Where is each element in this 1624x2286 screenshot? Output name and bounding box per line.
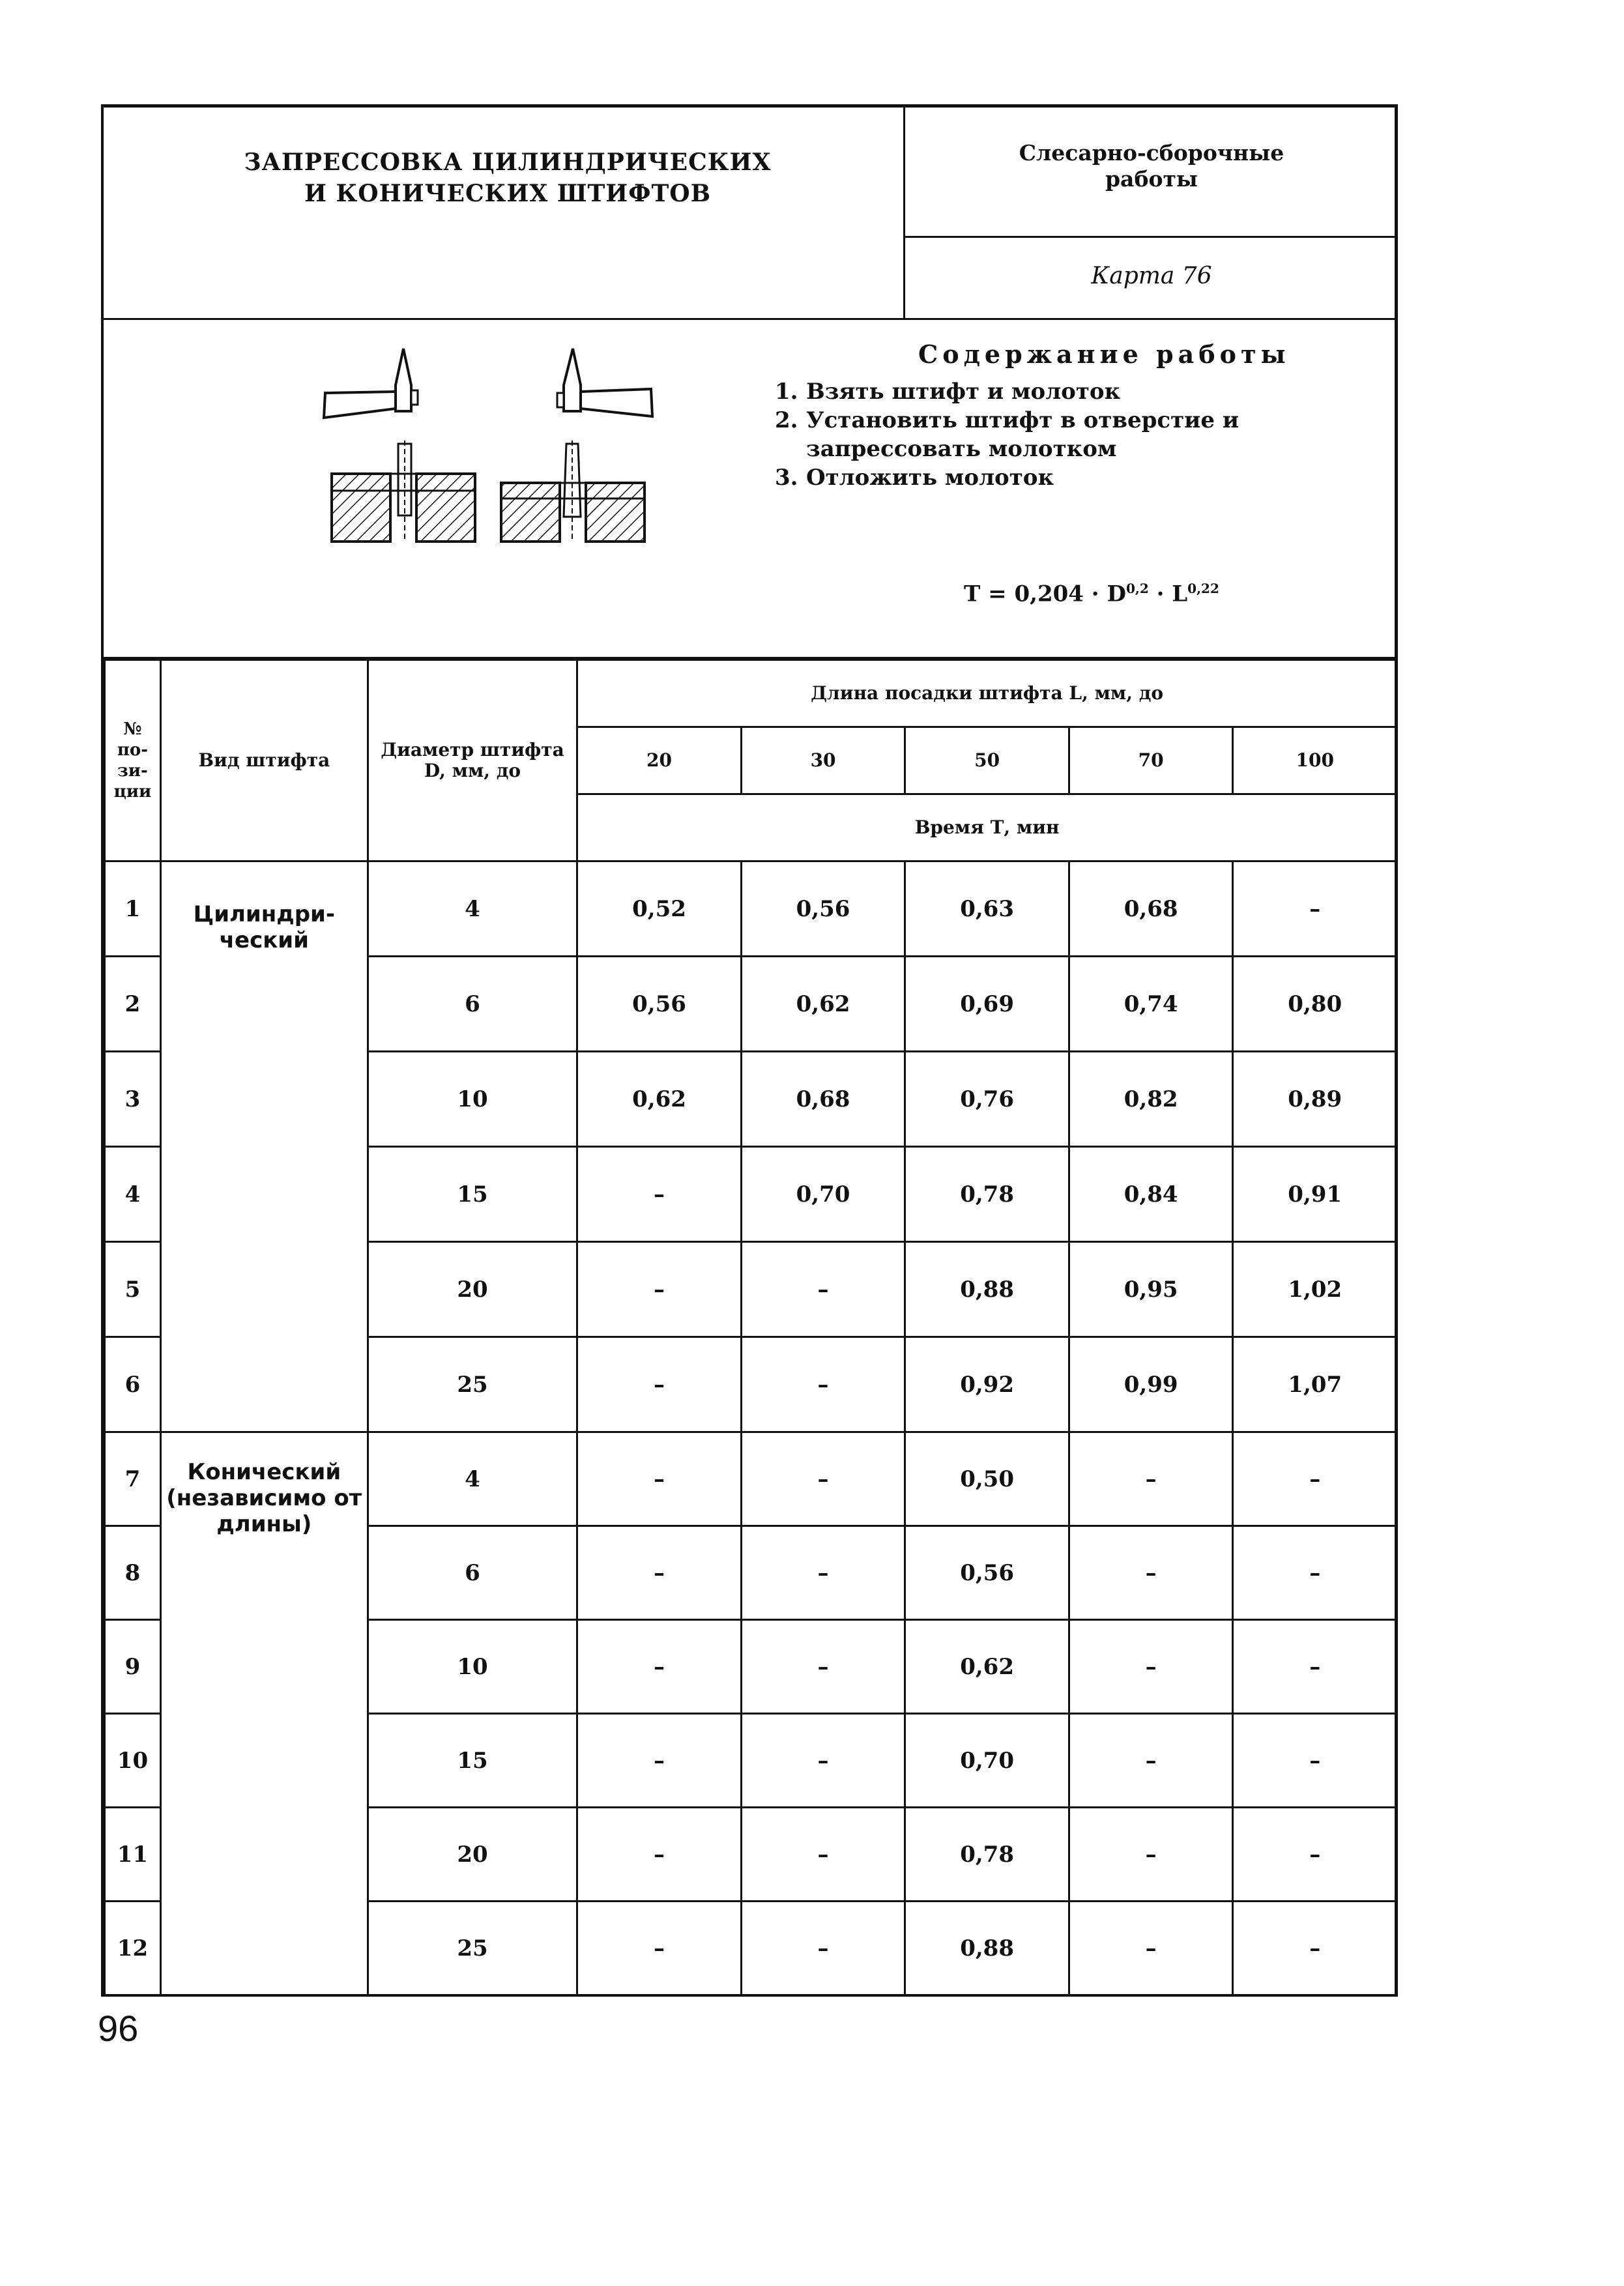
content-heading: Содержание работы (918, 340, 1290, 369)
card-number: Карта 76 (1091, 263, 1212, 289)
time-value-cell: 1,07 (1233, 1337, 1397, 1432)
time-value-cell: – (1069, 1714, 1233, 1808)
diameter-cell: 10 (368, 1052, 577, 1147)
time-value-cell: 0,62 (905, 1620, 1069, 1714)
time-value-cell: 0,78 (905, 1808, 1069, 1902)
table-row (105, 1432, 1397, 1526)
step-item (775, 463, 1387, 492)
diameter-cell: 6 (368, 957, 577, 1052)
time-value-cell: – (1233, 1902, 1397, 1995)
time-value-cell: – (577, 1432, 742, 1526)
page-number: 96 (98, 2008, 139, 2049)
time-value-cell: 0,82 (1069, 1052, 1233, 1147)
step-text: Отложить молоток (806, 465, 1054, 491)
step-item (775, 377, 1387, 406)
step-number: 3. (775, 465, 798, 491)
work-content-block (104, 320, 1398, 659)
position-cell: 11 (105, 1808, 161, 1902)
pin-kind-cell: Конический (независимо от длины) (160, 1432, 368, 1995)
header-length-100: 100 (1233, 727, 1397, 794)
time-value-cell: – (577, 1242, 742, 1337)
time-value-cell: – (741, 1902, 905, 1995)
time-value-cell: – (1233, 1714, 1397, 1808)
position-cell: 5 (105, 1242, 161, 1337)
department-block (905, 108, 1398, 238)
department-line-2: работы (1105, 166, 1198, 192)
position-cell: 10 (105, 1714, 161, 1808)
time-value-cell: – (577, 1808, 742, 1902)
time-value-cell: 0,68 (1069, 861, 1233, 957)
time-value-cell: 0,69 (905, 957, 1069, 1052)
time-value-cell: – (741, 1714, 905, 1808)
position-cell: 1 (105, 861, 161, 957)
header-length-20: 20 (577, 727, 742, 794)
title-line-2: И КОНИЧЕСКИХ ШТИФТОВ (304, 180, 712, 207)
step-number: 2. (775, 407, 798, 433)
diameter-cell: 15 (368, 1147, 577, 1242)
time-value-cell: 0,88 (905, 1242, 1069, 1337)
step-number: 1. (775, 379, 798, 405)
time-value-cell: 0,99 (1069, 1337, 1233, 1432)
header-time: Время Т, мин (577, 794, 1397, 861)
card-frame (101, 104, 1398, 1997)
card-number-block (905, 238, 1398, 320)
time-value-cell: – (741, 1432, 905, 1526)
card-title (182, 147, 834, 209)
position-cell: 6 (105, 1337, 161, 1432)
time-value-cell: – (741, 1808, 905, 1902)
title-line-1: ЗАПРЕССОВКА ЦИЛИНДРИЧЕСКИХ (244, 149, 772, 176)
time-value-cell: 0,56 (741, 861, 905, 957)
time-value-cell: – (577, 1714, 742, 1808)
time-formula (964, 581, 1219, 607)
time-value-cell: 0,62 (577, 1052, 742, 1147)
time-value-cell: – (1233, 1808, 1397, 1902)
steps-list (775, 377, 1387, 492)
position-cell: 4 (105, 1147, 161, 1242)
time-value-cell: 0,80 (1233, 957, 1397, 1052)
time-value-cell: – (1233, 1526, 1397, 1620)
header-position: № по-зи-ции (105, 660, 161, 861)
position-cell: 9 (105, 1620, 161, 1714)
diameter-cell: 10 (368, 1620, 577, 1714)
diameter-cell: 4 (368, 1432, 577, 1526)
time-value-cell: 0,84 (1069, 1147, 1233, 1242)
time-value-cell: – (1069, 1620, 1233, 1714)
table-row (105, 861, 1397, 957)
time-value-cell: – (1233, 861, 1397, 957)
time-value-cell: – (741, 1242, 905, 1337)
position-cell: 3 (105, 1052, 161, 1147)
time-value-cell: 0,62 (741, 957, 905, 1052)
time-value-cell: – (1069, 1902, 1233, 1995)
formula-exponent-l: 0,22 (1187, 581, 1219, 596)
diameter-cell: 6 (368, 1526, 577, 1620)
time-value-cell: 0,52 (577, 861, 742, 957)
hammer-pin-illustration-icon (319, 346, 658, 581)
time-value-cell: 0,88 (905, 1902, 1069, 1995)
diameter-cell: 25 (368, 1902, 577, 1995)
time-value-cell: 0,70 (905, 1714, 1069, 1808)
time-value-cell: 0,89 (1233, 1052, 1397, 1147)
time-value-cell: 0,78 (905, 1147, 1069, 1242)
position-cell: 7 (105, 1432, 161, 1526)
time-value-cell: – (1069, 1808, 1233, 1902)
header-length-50: 50 (905, 727, 1069, 794)
pin-kind-cell: Цилиндри-ческий (160, 861, 368, 1432)
time-value-cell: 1,02 (1233, 1242, 1397, 1337)
time-value-cell: 0,95 (1069, 1242, 1233, 1337)
time-value-cell: 0,91 (1233, 1147, 1397, 1242)
department-line-1: Слесарно-сборочные (1019, 140, 1284, 166)
diameter-cell: 4 (368, 861, 577, 957)
time-value-cell: – (741, 1620, 905, 1714)
time-value-cell: 0,56 (905, 1526, 1069, 1620)
time-value-cell: – (1233, 1620, 1397, 1714)
time-value-cell: – (1233, 1432, 1397, 1526)
diameter-cell: 20 (368, 1808, 577, 1902)
time-value-cell: – (577, 1147, 742, 1242)
time-value-cell: 0,63 (905, 861, 1069, 957)
department-label (905, 140, 1398, 192)
step-text: Взять штифт и молоток (806, 379, 1121, 405)
formula-middle: · L (1148, 581, 1188, 607)
time-value-cell: 0,50 (905, 1432, 1069, 1526)
position-cell: 8 (105, 1526, 161, 1620)
diameter-cell: 15 (368, 1714, 577, 1808)
time-value-cell: – (741, 1337, 905, 1432)
header-length-30: 30 (741, 727, 905, 794)
time-norm-table (104, 659, 1398, 1996)
header-length-70: 70 (1069, 727, 1233, 794)
time-value-cell: – (741, 1526, 905, 1620)
diameter-cell: 20 (368, 1242, 577, 1337)
step-item (775, 406, 1387, 463)
time-value-cell: 0,68 (741, 1052, 905, 1147)
time-value-cell: – (577, 1526, 742, 1620)
time-value-cell: 0,70 (741, 1147, 905, 1242)
time-value-cell: 0,76 (905, 1052, 1069, 1147)
position-cell: 12 (105, 1902, 161, 1995)
step-text: Установить штифт в отверстие и запрессовать молотком (806, 407, 1240, 462)
time-value-cell: 0,56 (577, 957, 742, 1052)
formula-prefix: Т = 0,204 · D (964, 581, 1126, 607)
title-block (104, 108, 905, 320)
formula-exponent-d: 0,2 (1125, 581, 1149, 596)
time-value-cell: – (577, 1620, 742, 1714)
diameter-cell: 25 (368, 1337, 577, 1432)
time-value-cell: 0,92 (905, 1337, 1069, 1432)
time-value-cell: – (577, 1902, 742, 1995)
header-length: Длина посадки штифта L, мм, до (577, 660, 1397, 727)
time-value-cell: – (577, 1337, 742, 1432)
time-value-cell: – (1069, 1432, 1233, 1526)
header-diameter: Диаметр штифта D, мм, до (368, 660, 577, 861)
header-pin-kind: Вид штифта (160, 660, 368, 861)
time-value-cell: – (1069, 1526, 1233, 1620)
time-value-cell: 0,74 (1069, 957, 1233, 1052)
position-cell: 2 (105, 957, 161, 1052)
